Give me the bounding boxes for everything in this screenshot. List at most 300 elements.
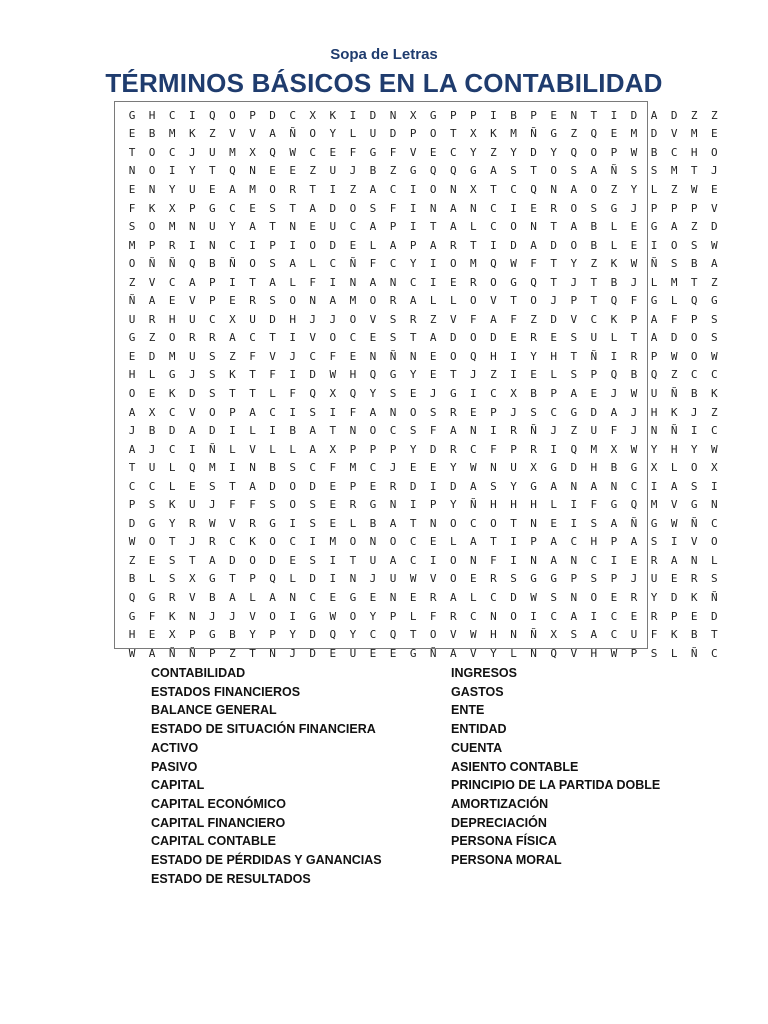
grid-letter: U [329,164,337,178]
grid-letter: V [570,312,578,326]
grid-letter: A [369,275,377,289]
grid-letter: O [349,535,357,549]
grid-letter: F [510,312,517,326]
grid-letter: Q [530,275,537,289]
grid-letter: Y [510,479,517,493]
grid-letter: E [128,349,136,363]
grid-letter: J [550,424,557,438]
grid-letter: A [389,516,397,530]
grid-letter: A [650,331,658,345]
grid-letter: D [269,479,276,493]
grid-letter: T [188,553,196,567]
grid-letter: T [490,535,497,549]
grid-letter: C [349,331,357,345]
grid-letter: K [168,498,176,512]
grid-letter: I [510,349,517,363]
word-list-item: CAPITAL CONTABLE [151,834,276,849]
grid-letter: R [289,182,296,196]
grid-letter: T [329,424,337,438]
grid-letter: R [630,590,638,604]
grid-letter: U [188,349,196,363]
grid-letter: R [209,331,216,345]
grid-letter: Y [470,145,477,159]
grid-letter: H [289,312,296,326]
grid-letter: P [269,628,276,642]
grid-letter: R [449,405,457,419]
grid-letter: F [470,312,477,326]
grid-letter: C [610,628,618,642]
grid-letter: Q [690,294,698,308]
grid-letter: C [510,182,517,196]
grid-letter: Q [610,294,618,308]
grid-letter: S [570,164,578,178]
grid-letter: T [249,368,256,382]
grid-letter: B [148,424,156,438]
grid-letter: X [229,312,236,326]
grid-letter: E [369,590,377,604]
grid-letter: E [630,238,638,252]
grid-letter: G [128,108,136,122]
grid-letter: S [168,572,176,586]
grid-letter: V [249,609,256,623]
grid-letter: B [289,424,296,438]
grid-letter: L [148,572,156,586]
grid-letter: J [329,312,337,326]
grid-letter: C [168,145,176,159]
grid-letter: T [590,294,598,308]
word-list-item: PRINCIPIO DE LA PARTIDA DOBLE [451,778,661,793]
grid-letter: G [128,609,136,623]
grid-letter: Z [490,145,497,159]
grid-letter: I [329,572,337,586]
grid-letter: I [188,108,196,122]
grid-letter: W [670,516,678,530]
grid-letter: Q [349,386,357,400]
grid-letter: W [128,646,136,660]
grid-letter: C [389,257,397,271]
grid-letter: U [329,220,337,234]
grid-letter: A [329,294,337,308]
grid-letter: E [550,331,557,345]
grid-letter: A [289,257,296,271]
grid-letter: Q [229,164,236,178]
grid-letter: C [409,553,417,567]
grid-letter: O [449,553,457,567]
grid-letter: W [128,535,136,549]
grid-letter: A [429,238,437,252]
grid-letter: U [369,553,377,567]
grid-letter: Y [409,257,417,271]
grid-letter: Y [249,628,256,642]
grid-row [122,403,724,422]
grid-letter: A [249,479,256,493]
grid-letter: U [188,182,196,196]
grid-letter: P [670,201,678,215]
grid-letter: C [470,516,477,530]
grid-letter: T [630,331,638,345]
grid-letter: O [148,220,156,234]
grid-letter: N [510,628,517,642]
page-title: TÉRMINOS BÁSICOS EN LA CONTABILIDAD [105,68,663,98]
grid-letter: M [670,275,678,289]
grid-letter: Y [369,609,377,623]
grid-letter: L [650,275,658,289]
grid-letter: L [148,368,156,382]
grid-letter: W [329,368,337,382]
grid-letter: V [470,646,477,660]
grid-letter: G [650,516,658,530]
grid-letter: W [610,646,618,660]
grid-letter: L [670,461,678,475]
grid-letter: I [510,201,517,215]
grid-letter: Z [610,182,618,196]
grid-letter: B [209,257,216,271]
grid-letter: P [670,609,678,623]
grid-letter: P [690,312,698,326]
grid-letter: W [710,349,718,363]
letter-grid [122,106,724,662]
grid-letter: Ñ [670,386,678,400]
grid-letter: L [449,535,457,549]
grid-letter: T [349,553,357,567]
grid-letter: V [188,405,196,419]
grid-letter: Ñ [289,127,296,141]
grid-letter: P [349,442,357,456]
grid-letter: Q [128,590,136,604]
grid-letter: S [269,201,276,215]
grid-letter: Y [449,498,457,512]
grid-letter: A [670,553,678,567]
grid-letter: E [269,164,276,178]
grid-letter: H [128,368,136,382]
grid-letter: W [510,257,517,271]
grid-letter: G [610,498,618,512]
grid-letter: O [490,275,497,289]
grid-letter: X [168,201,176,215]
grid-letter: I [610,553,618,567]
grid-letter: F [349,145,357,159]
grid-letter: D [269,108,276,122]
grid-letter: V [269,349,276,363]
grid-letter: E [209,182,216,196]
grid-letter: Ñ [168,257,176,271]
grid-letter: S [389,331,397,345]
grid-letter: S [550,590,557,604]
grid-letter: A [710,257,718,271]
grid-letter: E [309,220,317,234]
grid-letter: L [550,498,557,512]
grid-letter: Ñ [530,127,537,141]
grid-letter: P [229,405,236,419]
grid-row [122,458,724,477]
grid-letter: B [590,238,598,252]
grid-letter: E [510,331,517,345]
grid-letter: N [449,182,457,196]
grid-letter: C [369,628,377,642]
grid-letter: A [369,182,377,196]
grid-letter: F [229,498,236,512]
grid-letter: Ñ [630,516,638,530]
grid-letter: T [530,164,537,178]
grid-letter: K [490,127,497,141]
grid-letter: P [389,442,397,456]
grid-letter: K [229,368,236,382]
grid-letter: I [168,164,176,178]
grid-letter: N [650,424,658,438]
grid-letter: E [550,516,557,530]
grid-letter: G [550,461,557,475]
grid-letter: O [349,201,357,215]
grid-letter: T [710,628,718,642]
grid-letter: M [209,461,216,475]
grid-letter: R [530,442,537,456]
grid-letter: S [530,405,537,419]
grid-letter: N [570,479,578,493]
grid-letter: R [490,572,497,586]
grid-letter: P [369,442,377,456]
grid-letter: O [590,145,598,159]
grid-letter: N [188,220,196,234]
grid-letter: J [630,405,638,419]
grid-letter: D [630,108,638,122]
grid-letter: S [630,164,638,178]
grid-letter: G [168,368,176,382]
grid-letter: E [670,572,678,586]
grid-letter: M [229,145,236,159]
grid-letter: T [229,572,236,586]
grid-letter: I [510,368,517,382]
grid-letter: P [470,108,477,122]
grid-letter: B [128,572,136,586]
grid-letter: S [590,516,598,530]
grid-letter: N [309,294,317,308]
grid-letter: K [690,590,698,604]
grid-letter: A [449,590,457,604]
grid-letter: J [710,164,718,178]
grid-letter: D [510,238,517,252]
grid-letter: O [148,535,156,549]
grid-letter: I [610,349,618,363]
grid-letter: A [148,294,156,308]
word-list-item: BALANCE GENERAL [151,703,277,718]
grid-letter: U [510,461,517,475]
grid-letter: W [630,386,638,400]
grid-letter: L [470,220,477,234]
grid-letter: A [530,238,537,252]
grid-letter: E [148,553,156,567]
grid-letter: I [349,108,357,122]
grid-letter: Z [530,312,537,326]
grid-letter: N [389,498,397,512]
grid-letter: S [389,386,397,400]
grid-letter: I [429,257,437,271]
grid-row [122,533,724,552]
grid-row [122,125,724,144]
grid-letter: K [710,386,718,400]
grid-letter: K [188,127,196,141]
grid-letter: N [470,553,477,567]
grid-letter: Z [590,257,598,271]
grid-letter: R [389,479,397,493]
grid-letter: D [550,238,557,252]
word-list-item: CUENTA [451,740,503,755]
grid-letter: G [148,516,156,530]
grid-letter: Y [349,628,357,642]
grid-row [122,254,724,273]
grid-letter: I [289,516,296,530]
grid-letter: U [209,220,216,234]
grid-letter: V [449,628,457,642]
word-list-left [151,664,382,888]
grid-letter: O [369,424,377,438]
grid-letter: N [389,108,397,122]
grid-letter: J [550,294,557,308]
grid-letter: N [570,590,578,604]
grid-letter: U [188,498,196,512]
grid-row [122,180,724,199]
grid-letter: X [249,145,256,159]
grid-letter: I [229,461,236,475]
grid-letter: Ñ [429,646,437,660]
grid-letter: G [409,164,417,178]
grid-letter: M [349,294,357,308]
grid-letter: O [389,535,397,549]
grid-letter: S [269,294,276,308]
grid-letter: C [550,405,557,419]
grid-letter: B [690,628,698,642]
grid-letter: P [249,108,256,122]
grid-letter: E [530,368,537,382]
grid-letter: D [670,108,678,122]
grid-letter: J [630,201,638,215]
word-list-item: DEPRECIACIÓN [451,815,547,830]
grid-letter: G [510,275,517,289]
grid-letter: F [389,145,397,159]
grid-letter: B [530,386,537,400]
grid-letter: J [309,312,317,326]
grid-letter: O [510,609,517,623]
grid-letter: S [510,572,517,586]
grid-letter: G [128,331,136,345]
grid-letter: H [590,535,598,549]
grid-letter: Q [369,368,377,382]
grid-letter: I [650,238,658,252]
grid-letter: J [209,609,216,623]
grid-letter: F [630,294,638,308]
grid-letter: C [209,312,216,326]
grid-letter: A [269,590,276,604]
grid-letter: Z [429,312,437,326]
grid-letter: S [369,201,377,215]
grid-letter: N [490,609,497,623]
grid-letter: A [449,424,457,438]
grid-letter: D [309,628,317,642]
grid-letter: O [470,331,477,345]
word-list-item: ESTADO DE PÉRDIDAS Y GANANCIAS [151,853,382,868]
grid-letter: D [309,479,317,493]
grid-row [122,477,724,496]
grid-letter: R [530,331,537,345]
grid-letter: U [249,312,256,326]
grid-letter: T [128,145,136,159]
grid-letter: R [168,238,176,252]
grid-letter: A [269,127,276,141]
grid-letter: O [249,257,256,271]
grid-letter: S [289,461,296,475]
grid-letter: K [329,108,337,122]
grid-letter: G [148,590,156,604]
grid-letter: O [690,331,698,345]
grid-letter: R [449,609,457,623]
grid-letter: V [670,127,678,141]
grid-letter: Z [128,275,136,289]
grid-letter: D [309,646,317,660]
grid-letter: D [148,349,156,363]
grid-letter: J [630,275,638,289]
grid-letter: A [449,646,457,660]
page-subtitle: Sopa de Letras [330,46,438,63]
grid-letter: D [409,479,417,493]
grid-row [122,143,724,162]
grid-letter: T [269,331,276,345]
grid-letter: Y [550,145,557,159]
grid-letter: L [409,609,417,623]
grid-letter: Y [188,164,196,178]
grid-letter: C [490,201,497,215]
grid-letter: A [449,201,457,215]
grid-letter: P [650,349,658,363]
grid-letter: L [710,553,718,567]
grid-letter: R [249,294,256,308]
grid-letter: P [128,498,136,512]
grid-letter: Q [269,572,276,586]
grid-letter: Z [389,164,397,178]
grid-letter: E [630,609,638,623]
grid-letter: R [650,553,658,567]
grid-letter: A [470,479,477,493]
grid-letter: Ñ [148,257,156,271]
grid-letter: O [710,145,718,159]
word-list-item: AMORTIZACIÓN [451,796,549,811]
grid-letter: Z [710,405,718,419]
grid-letter: C [128,479,136,493]
grid-letter: J [229,609,236,623]
grid-letter: C [329,257,337,271]
grid-letter: E [128,182,136,196]
grid-letter: P [209,646,216,660]
grid-letter: G [429,108,437,122]
word-list-item: CAPITAL [151,778,205,793]
grid-letter: R [550,201,557,215]
grid-letter: E [630,553,638,567]
grid-letter: D [510,590,517,604]
grid-letter: L [650,182,658,196]
grid-letter: C [470,609,477,623]
grid-letter: D [570,461,578,475]
grid-letter: A [309,442,317,456]
grid-row [122,217,724,236]
grid-letter: V [670,498,678,512]
grid-letter: M [329,535,337,549]
grid-letter: W [690,182,698,196]
grid-letter: R [389,294,397,308]
grid-letter: I [229,424,236,438]
grid-letter: R [449,442,457,456]
grid-letter: H [590,646,598,660]
grid-letter: N [470,424,477,438]
grid-letter: J [690,405,698,419]
grid-letter: T [570,349,578,363]
